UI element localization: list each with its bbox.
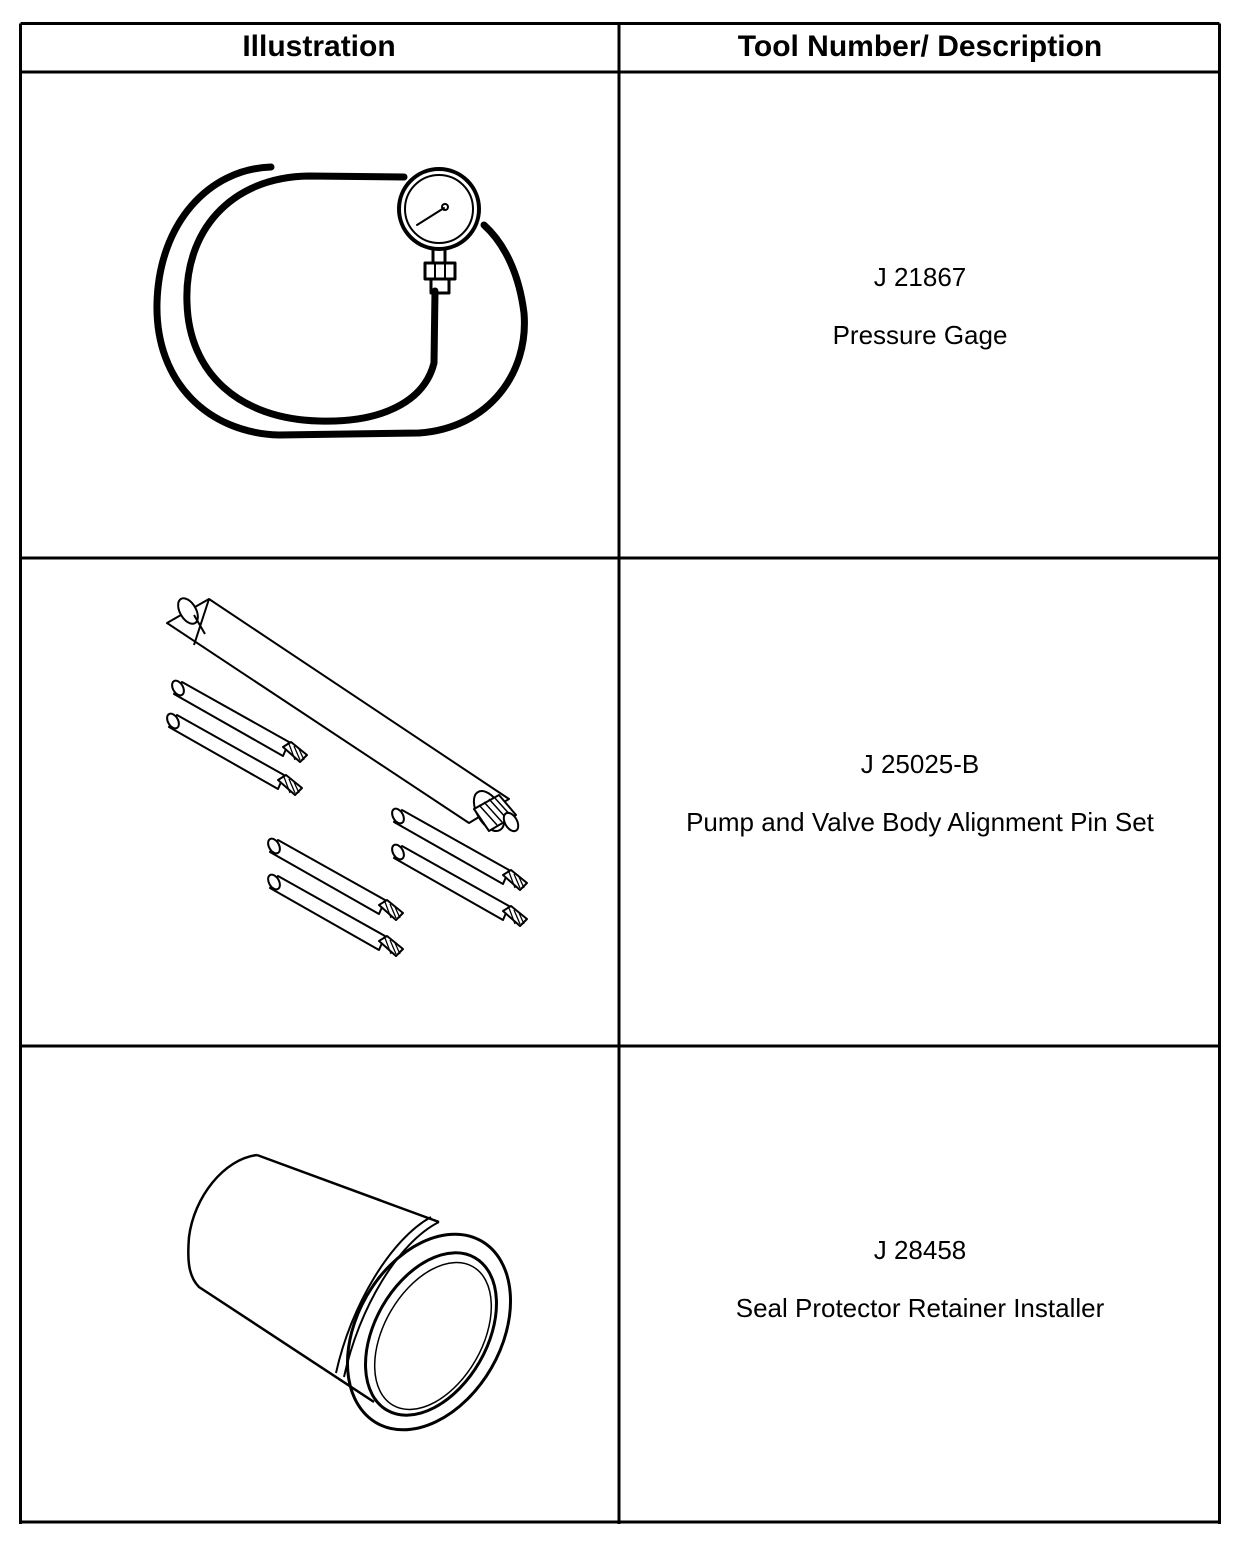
tool-description: Pump and Valve Body Alignment Pin Set [686, 807, 1154, 837]
table-row-illustration [19, 559, 619, 1045]
table-row-illustration [19, 73, 619, 559]
tool-description: Seal Protector Retainer Installer [735, 1293, 1105, 1323]
table-row-description [619, 1047, 1221, 1533]
tool-number: J 25025-B [860, 749, 980, 779]
tool-number: J 21867 [873, 262, 967, 292]
tool-table [19, 22, 1221, 1524]
tool-number: J 28458 [873, 1235, 967, 1265]
header-tool-number-description: Tool Number/ Description [737, 30, 1103, 63]
seal-protector-installer-icon [19, 1047, 619, 1523]
table-row-illustration [19, 1047, 619, 1533]
table-row-description [619, 559, 1221, 1045]
table-row-description [619, 73, 1221, 559]
header-illustration: Illustration [242, 30, 396, 63]
pressure-gage-icon [19, 73, 619, 559]
tool-description: Pressure Gage [832, 320, 1008, 350]
alignment-pin-set-icon [19, 559, 619, 1045]
